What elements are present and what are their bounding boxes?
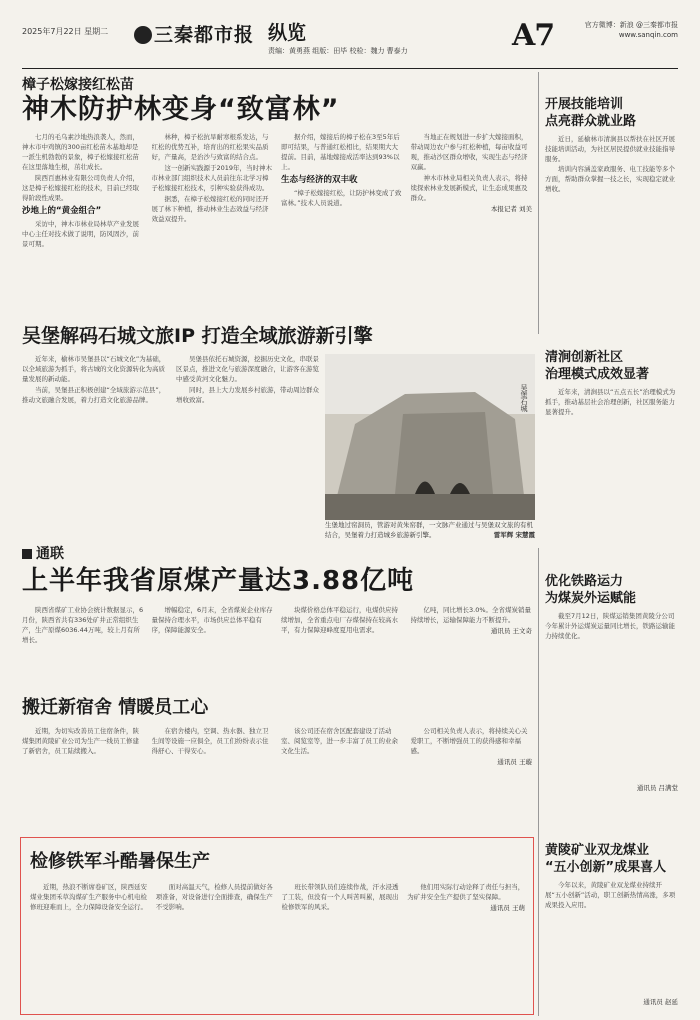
sidebar-story: 开展技能培训 点亮群众就业路 近日，延榆林市清涧县以帮扶在社区开展技能培训活动，为社区居民提供就业技能指导服务。 培训内容涵盖家政服务、电工技能等多个方面，帮助群众掌握一技之长，实现稳定就业增收。	[545, 96, 678, 339]
section-title: 纵览	[268, 22, 307, 44]
masthead-rule	[22, 68, 678, 69]
article-body: 近期，热浪不断席卷矿区，陕西延安煤业集团禾草沟煤矿生产服务中心机电检修班迎难而上，全力保障设备安全运行。 面对高温天气，检修人员提前做好各项准备，对设备进行全面排查，确保生产不受影响。 班长带领队员们连续作战，汗水浸透了工装，但没有一个人叫苦叫累，展现出检修铁军的风采。 他们用实际行动诠释了责任与担当，为矿井安全生产提供了坚实保障。 通讯员 王萌	[30, 883, 525, 912]
stone-city-illustration	[325, 354, 535, 520]
column-divider	[538, 72, 539, 334]
section-bar-tonglian: 通联	[22, 543, 532, 563]
sidebar-byline: 通讯员 吕满堂	[636, 784, 678, 792]
article-headline: 检修铁军斗酷暑保生产	[30, 851, 210, 872]
sidebar-headline: 黄陵矿业双龙煤业 “五小创新”成果喜人	[545, 843, 667, 875]
sidebar-headline: 开展技能培训 点亮群众就业路	[545, 97, 637, 129]
sidebar-story: 黄陵矿业双龙煤业 “五小创新”成果喜人 今年以来，黄陵矿业双龙煤业持续开展“五小创新”活动，职工创新热情高涨，多项成果投入应用。 通讯员 赵延	[545, 843, 678, 1006]
article-headline: 上半年我省原煤产量达3.88亿吨	[22, 566, 415, 596]
article-dormitory	[22, 696, 532, 836]
article-body: 陕西省煤矿工业协会统计数据显示，6月份，陕西省共有336处矿井正常组织生产，生产原煤6036.44万吨，较上月有所增长。 增幅稳定，6月末，全省煤炭企业库存量保持合理水平，市场供应总体平稳有序，保障能源安全。 块煤价格总体平稳运行，电煤供应持续增加，全省重点电厂存煤保持在较高水平，有力保障迎峰度夏用电需求。 亿吨，同比增长3.0%。全省煤炭销量持续增长，运输保障能力不断提升。 通讯员 王文奇	[22, 606, 532, 644]
article-headline: 吴堡解码石城文旅IP 打造全域旅游新引擎	[22, 325, 373, 347]
article-coal	[22, 565, 532, 715]
article-subhead: 生态与经济的双丰收	[281, 175, 358, 185]
section-square-icon	[22, 549, 32, 559]
article-maintenance	[30, 850, 525, 1002]
sidebar-story: 清涧创新社区 治理模式成效显著 近年来，清涧县以“五点五长”治理模式为抓手，推动基层社会治理创新，社区服务能力显著提升。	[545, 349, 678, 557]
article-byline: 通讯员 王萌	[490, 904, 525, 912]
photo-caption: 生堡地过窑洞员，管游对黄朱窑群，一文脉产业通过与吴堡双文旅的有机结合，吴堡着力打造城乡旅游新引擎。 雷军辉 宋慧霞	[325, 521, 535, 539]
article-body: 七月的毛乌素沙地热浪袭人，然而，神木市中鸡镇的300亩红松苗木基地却是一派生机勃勃的景象，樟子松嫁接红松苗在这里落地生根，茁壮成长。 陕西百惠林业有限公司负责人介绍，这是樟子松嫁接红松的技术，目前已经取得阶段性成果。 沙地上的“黄金组合” 采访中，神木市林业局林草产业发展中心主任对技术做了说明，防风固沙，前景可期。 林种，樟子松抗旱耐寒根系发达，与红松的优势互补，培育出的红松果实品质好，产量高，是治沙与致富的结合点。 这一创新实践源于2019年，当时神木市林业部门组织技术人员前往东北学习樟子松嫁接红松技术，引种实验获得成功。 据悉，在樟子松嫁接红松的同时还开展了林下种植，推动林业生态效益与经济效益双提升。 据介绍，嫁接后的樟子松在3至5年后即可结果，与普通红松相比，结果期大大提前。目前，基地嫁接成活率达到93%以上。 生态与经济的双丰收 “樟子松嫁接红松，让防护林变成了致富林。”技术人员说道。 当地正在规划进一步扩大嫁接面积，带动周边农户参与红松种植，每亩收益可观，推动沙区群众增收，实现生态与经济双赢。 神木市林业局相关负责人表示，将持续探索林业发展新模式，让生态成果惠及群众。 本报记者 刘美	[22, 133, 532, 248]
article-forest	[22, 74, 532, 302]
column-divider	[538, 548, 539, 1016]
article-body: 近期，为切实改善员工住宿条件，陕煤集团黄陵矿业公司为生产一线员工修建了新宿舍，员工陆续搬入。 在宿舍楼内，空调、热水器、独立卫生间等设施一应俱全，员工们纷纷表示住得舒心、干得安心。 该公司还在宿舍区配套建设了活动室、阅览室等，进一步丰富了员工的业余文化生活。 公司相关负责人表示，将持续关心关爱职工，不断增强员工的获得感和幸福感。 通讯员 王璇	[22, 727, 532, 766]
sidebar-byline: 通讯员 赵延	[643, 998, 678, 1006]
sidebar-story: 优化铁路运力 为煤炭外运赋能 截至7月12日，陕煤运销集团黄陵分公司今年累计外运煤炭运量同比增长，铁路运输能力持续优化。 通讯员 吕满堂	[545, 574, 678, 792]
newspaper-logo: 三秦都市报	[134, 20, 254, 47]
sidebar-headline: 清涧创新社区 治理模式成效显著	[545, 350, 650, 382]
article-byline: 通讯员 王文奇	[490, 627, 532, 635]
article-headline: 神木防护林变身“致富林”	[22, 94, 340, 125]
article-headline: 搬迁新宿舍 情暖员工心	[22, 697, 209, 718]
editor-credits: 责编：黄勇燕 组版：田毕 校检：魏力 曹泰力	[268, 47, 408, 55]
web-info: 官方微博：新浪 @三秦都市报 www.sanqin.com	[584, 21, 678, 39]
article-byline: 通讯员 王璇	[497, 758, 532, 766]
article-body: 近年来，榆林市吴堡县以“石城文化”为基础，以全域旅游为抓手，将古城的文化资源转化为高质量发展的新动能。 当前，吴堡县正积极创建“全域旅游示范县”，推动文旅融合发展，着力打造文化旅游品牌。 吴堡县依托石城资源，挖掘历史文化，串联景区景点，推进文化与旅游深度融合，让游客在游览中感受黄河文化魅力。 同时，县上大力发展乡村旅游，带动周边群众增收致富。	[22, 355, 319, 404]
masthead	[22, 18, 678, 68]
logo-icon	[134, 26, 152, 44]
photo-inset-caption: 吴堡石城	[520, 384, 528, 412]
photo-stone-city	[325, 354, 535, 520]
page-number: A7	[512, 18, 555, 53]
article-kicker: 樟子松嫁接红松苗	[22, 77, 134, 93]
issue-date: 2025年7月22日 星期二	[22, 27, 109, 36]
sidebar-headline: 优化铁路运力 为煤炭外运赋能	[545, 574, 637, 606]
article-byline: 本报记者 刘美	[490, 205, 532, 213]
article-subhead: 沙地上的“黄金组合”	[22, 206, 102, 216]
